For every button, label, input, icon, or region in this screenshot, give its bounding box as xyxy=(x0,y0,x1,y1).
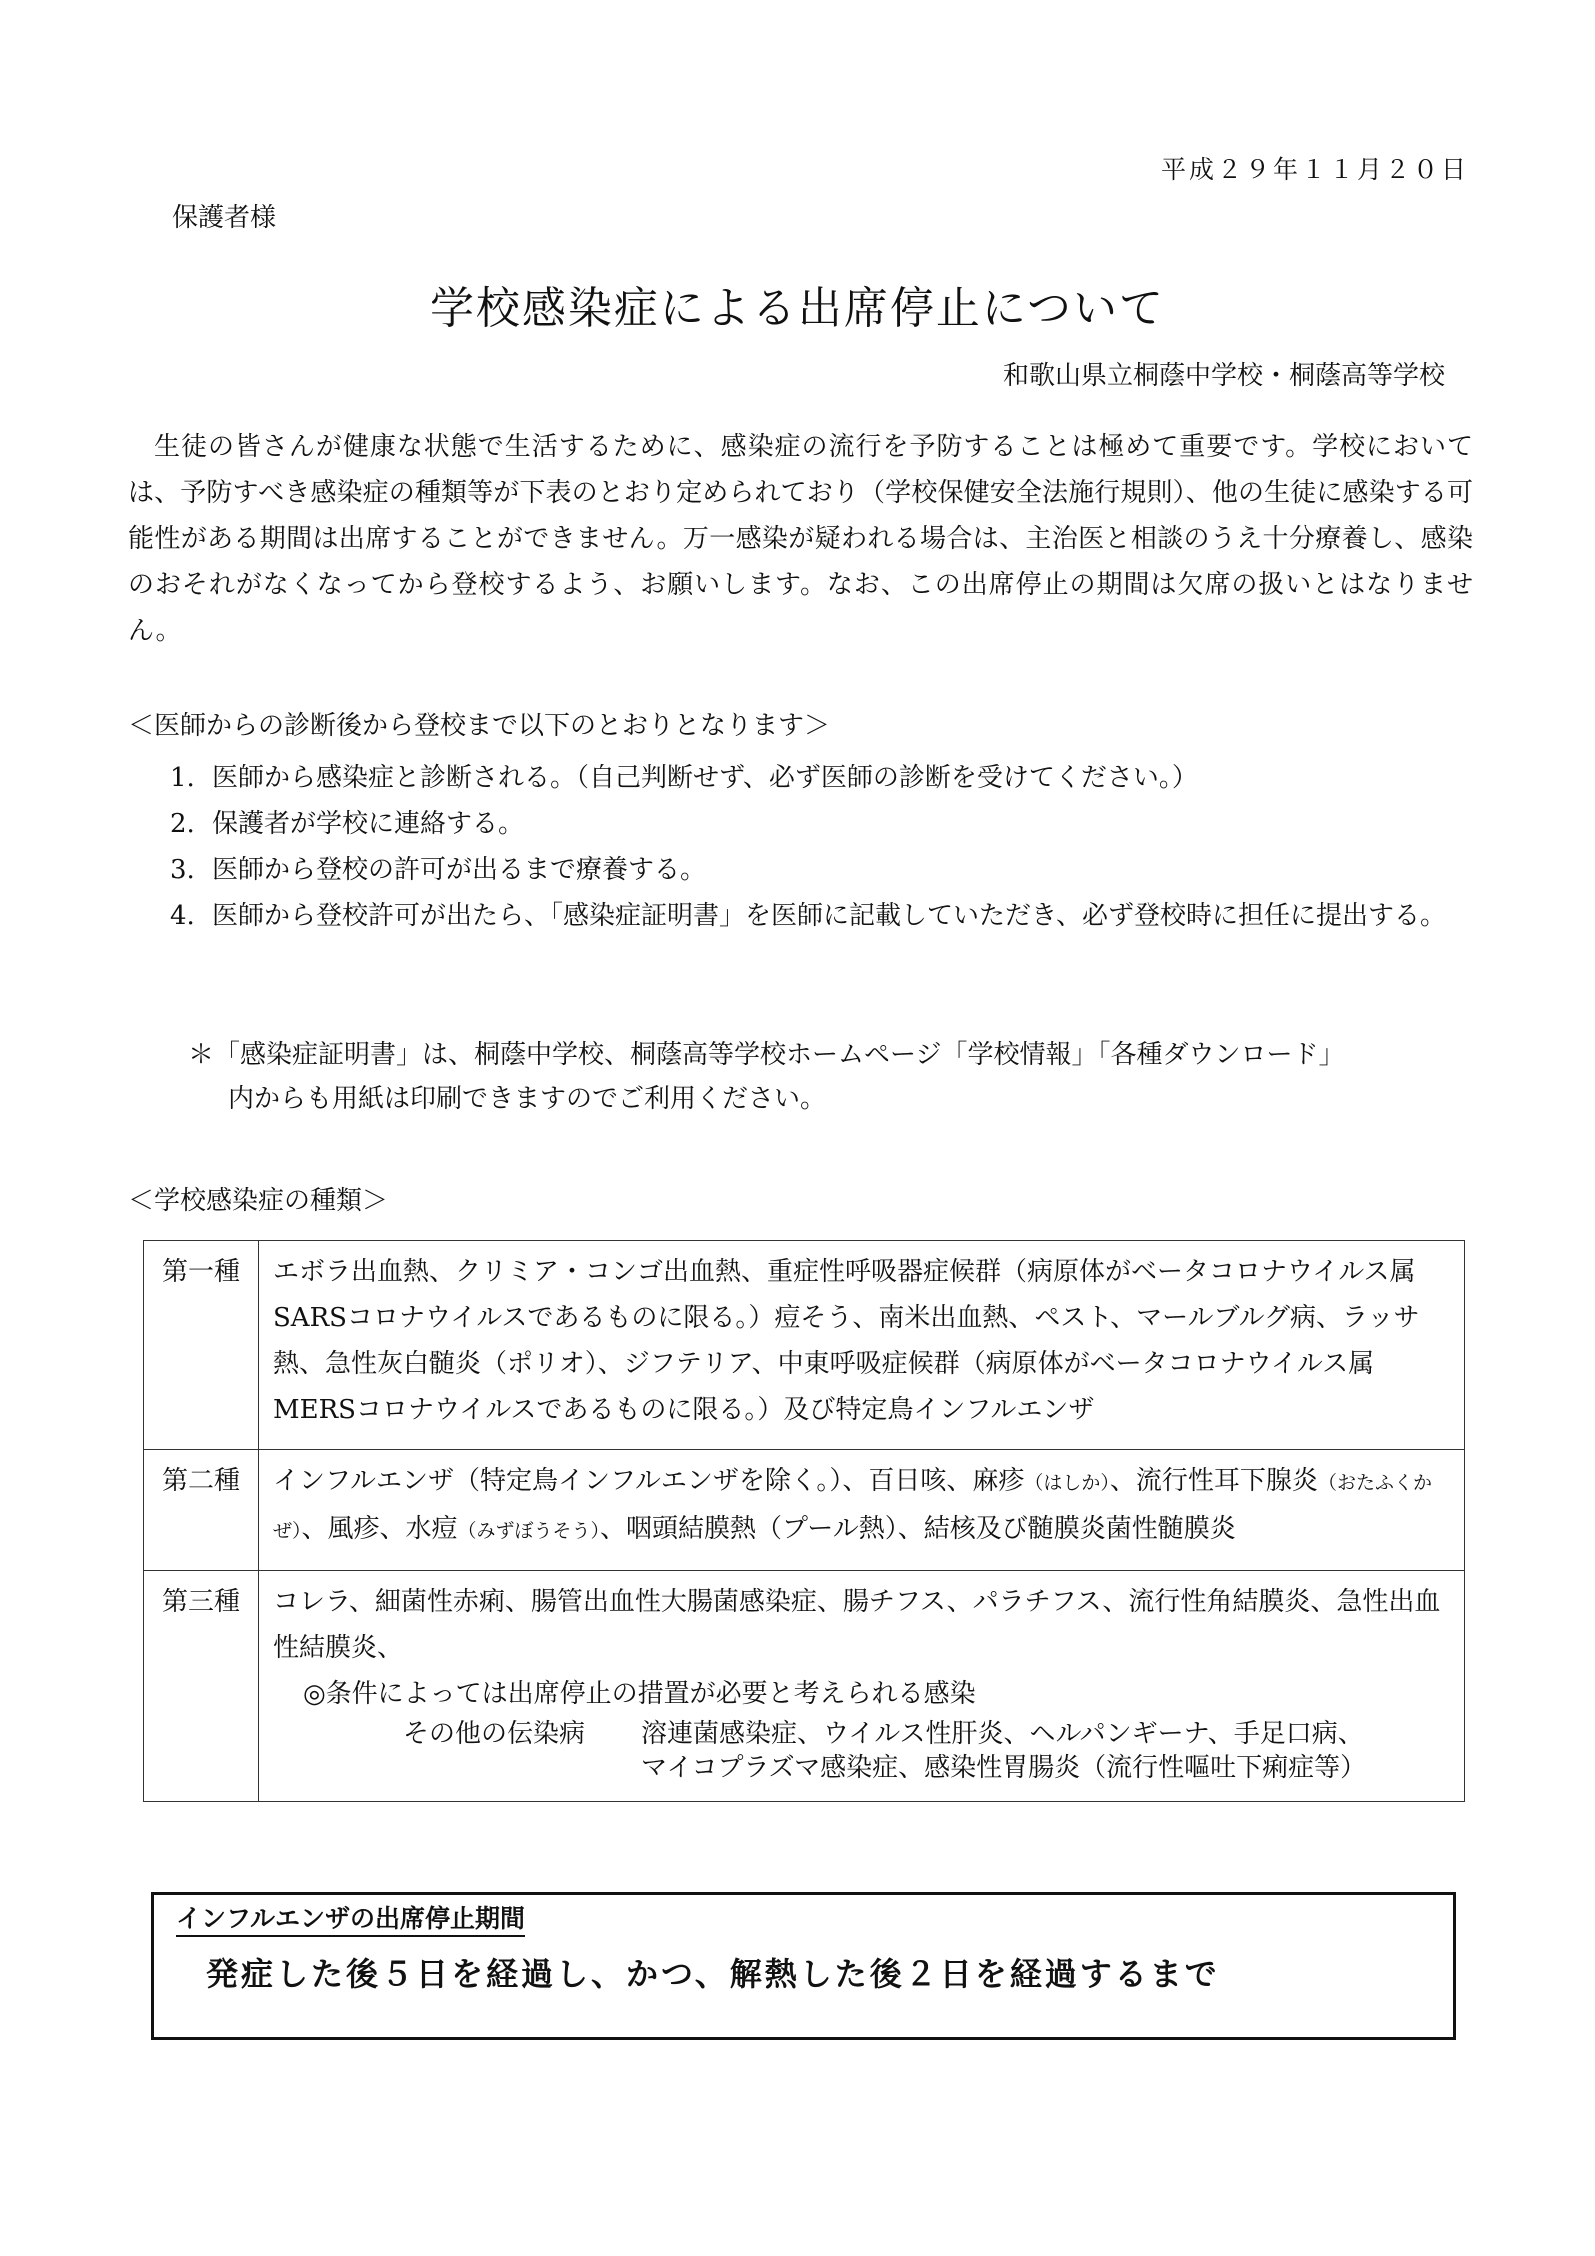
disease-list: エボラ出血熱、クリミア・コンゴ出血熱、重症性呼吸器症候群（病原体がベータコロナウイルス属SARSコロナウイルスであるものに限る。）痘そう、南米出血熱、ペスト、マールブルグ病、ラッサ熱、急性灰白髄炎（ポリオ）、ジフテリア、中東呼吸症候群（病原体がベータコロナウイルス属MERSコロナウイルスであるものに限る。）及び特定鳥インフルエンザ xyxy=(273,1257,1420,1425)
table-row xyxy=(144,1450,1465,1571)
condition-note: ◎条件によっては出席停止の措置が必要と考えられる感染 xyxy=(303,1679,976,1709)
table-row xyxy=(144,1241,1465,1450)
step-text: 医師から登校許可が出たら、「感染症証明書」を医師に記載していただき、必ず登校時に担任に提出する。 xyxy=(212,901,1446,931)
procedure-heading: ＜医師からの診断後から登校まで以下のとおりとなります＞ xyxy=(128,711,831,741)
infection-kinds-table xyxy=(143,1240,1465,1802)
kinds-heading: ＜学校感染症の種類＞ xyxy=(128,1186,389,1216)
kind-label: 第三種 xyxy=(144,1571,259,1802)
list-item xyxy=(170,847,1480,893)
disease-text: 、流行性耳下腺炎 xyxy=(1109,1466,1318,1496)
kind-label: 第一種 xyxy=(144,1241,259,1450)
procedure-steps xyxy=(170,755,1480,939)
note-line: 内からも用紙は印刷できますのでご利用ください。 xyxy=(228,1084,827,1114)
disease-text: 、咽頭結膜熱（プール熱）、結核及び髄膜炎菌性髄膜炎 xyxy=(600,1514,1236,1544)
other-diseases xyxy=(273,1717,1454,1785)
other-list xyxy=(641,1717,1366,1785)
disease-text: インフルエンザ（特定鳥インフルエンザを除く。）、百日咳、麻疹 xyxy=(273,1466,1025,1496)
other-line: 溶連菌感染症、ウイルス性肝炎、ヘルパンギーナ、手足口病、 xyxy=(641,1719,1364,1749)
list-item xyxy=(170,801,1480,847)
page-title: 学校感染症による出席停止について xyxy=(429,283,1166,334)
intro-text: 生徒の皆さんが健康な状態で生活するために、感染症の流行を予防することは極めて重要です。学校においては、予防すべき感染症の種類等が下表のとおり定められており（学校保健安全法施行規則）、他の生徒に感染する可能性がある期間は出席することができません。万一感染が疑われる場合は、主治医と相談のうえ十分療養し、感染のおそれがなくなってから登校するよう、お願いします。なお、この出席停止の期間は欠席の扱いとはなりません。 xyxy=(128,432,1473,646)
step-number: 2. xyxy=(170,809,195,839)
other-label: その他の伝染病 xyxy=(403,1719,586,1749)
step-text: 医師から感染症と診断される。（自己判断せず、必ず医師の診断を受けてください。） xyxy=(212,763,1198,793)
kind-diseases xyxy=(259,1241,1465,1450)
list-item xyxy=(170,893,1480,939)
kind-diseases xyxy=(259,1571,1465,1802)
kind-label: 第二種 xyxy=(144,1450,259,1571)
reading-note: （はしか） xyxy=(1024,1472,1110,1494)
other-line: マイコプラズマ感染症、感染性胃腸炎（流行性嘔吐下痢症等） xyxy=(641,1753,1367,1783)
influenza-label: インフルエンザの出席停止期間 xyxy=(176,1899,525,1937)
disease-list: コレラ、細菌性赤痢、腸管出血性大腸菌感染症、腸チフス、パラチフス、流行性角結膜炎、急性出血性結膜炎、 xyxy=(273,1587,1441,1663)
certificate-note xyxy=(188,1033,1344,1121)
influenza-box xyxy=(151,1892,1456,2040)
step-number: 4. xyxy=(170,901,195,931)
table-row xyxy=(144,1571,1465,1802)
recipient: 保護者様 xyxy=(172,203,277,233)
step-number: 3. xyxy=(170,855,195,885)
reading-note: （おたふくかぜ） xyxy=(273,1472,1432,1542)
step-number: 1. xyxy=(170,763,195,793)
reading-note: （みずぼうそう） xyxy=(457,1520,601,1542)
step-text: 医師から登校の許可が出るまで療養する。 xyxy=(212,855,707,885)
issuer-school: 和歌山県立桐蔭中学校・桐蔭高等学校 xyxy=(1002,361,1445,391)
note-line: ＊「感染症証明書」は、桐蔭中学校、桐蔭高等学校ホームページ「学校情報」「各種ダウンロード」 xyxy=(188,1040,1345,1070)
notice-date: 平成２９年１１月２０日 xyxy=(1160,155,1469,184)
list-item xyxy=(170,755,1480,801)
step-text: 保護者が学校に連絡する。 xyxy=(212,809,525,839)
disease-text: 、風疹、水痘 xyxy=(301,1514,458,1544)
kind-diseases xyxy=(259,1450,1465,1571)
disease-list xyxy=(273,1458,1454,1554)
intro-paragraph xyxy=(128,424,1473,654)
influenza-period: 発症した後５日を経過し、かつ、解熱した後２日を経過するまで xyxy=(206,1955,1220,1993)
